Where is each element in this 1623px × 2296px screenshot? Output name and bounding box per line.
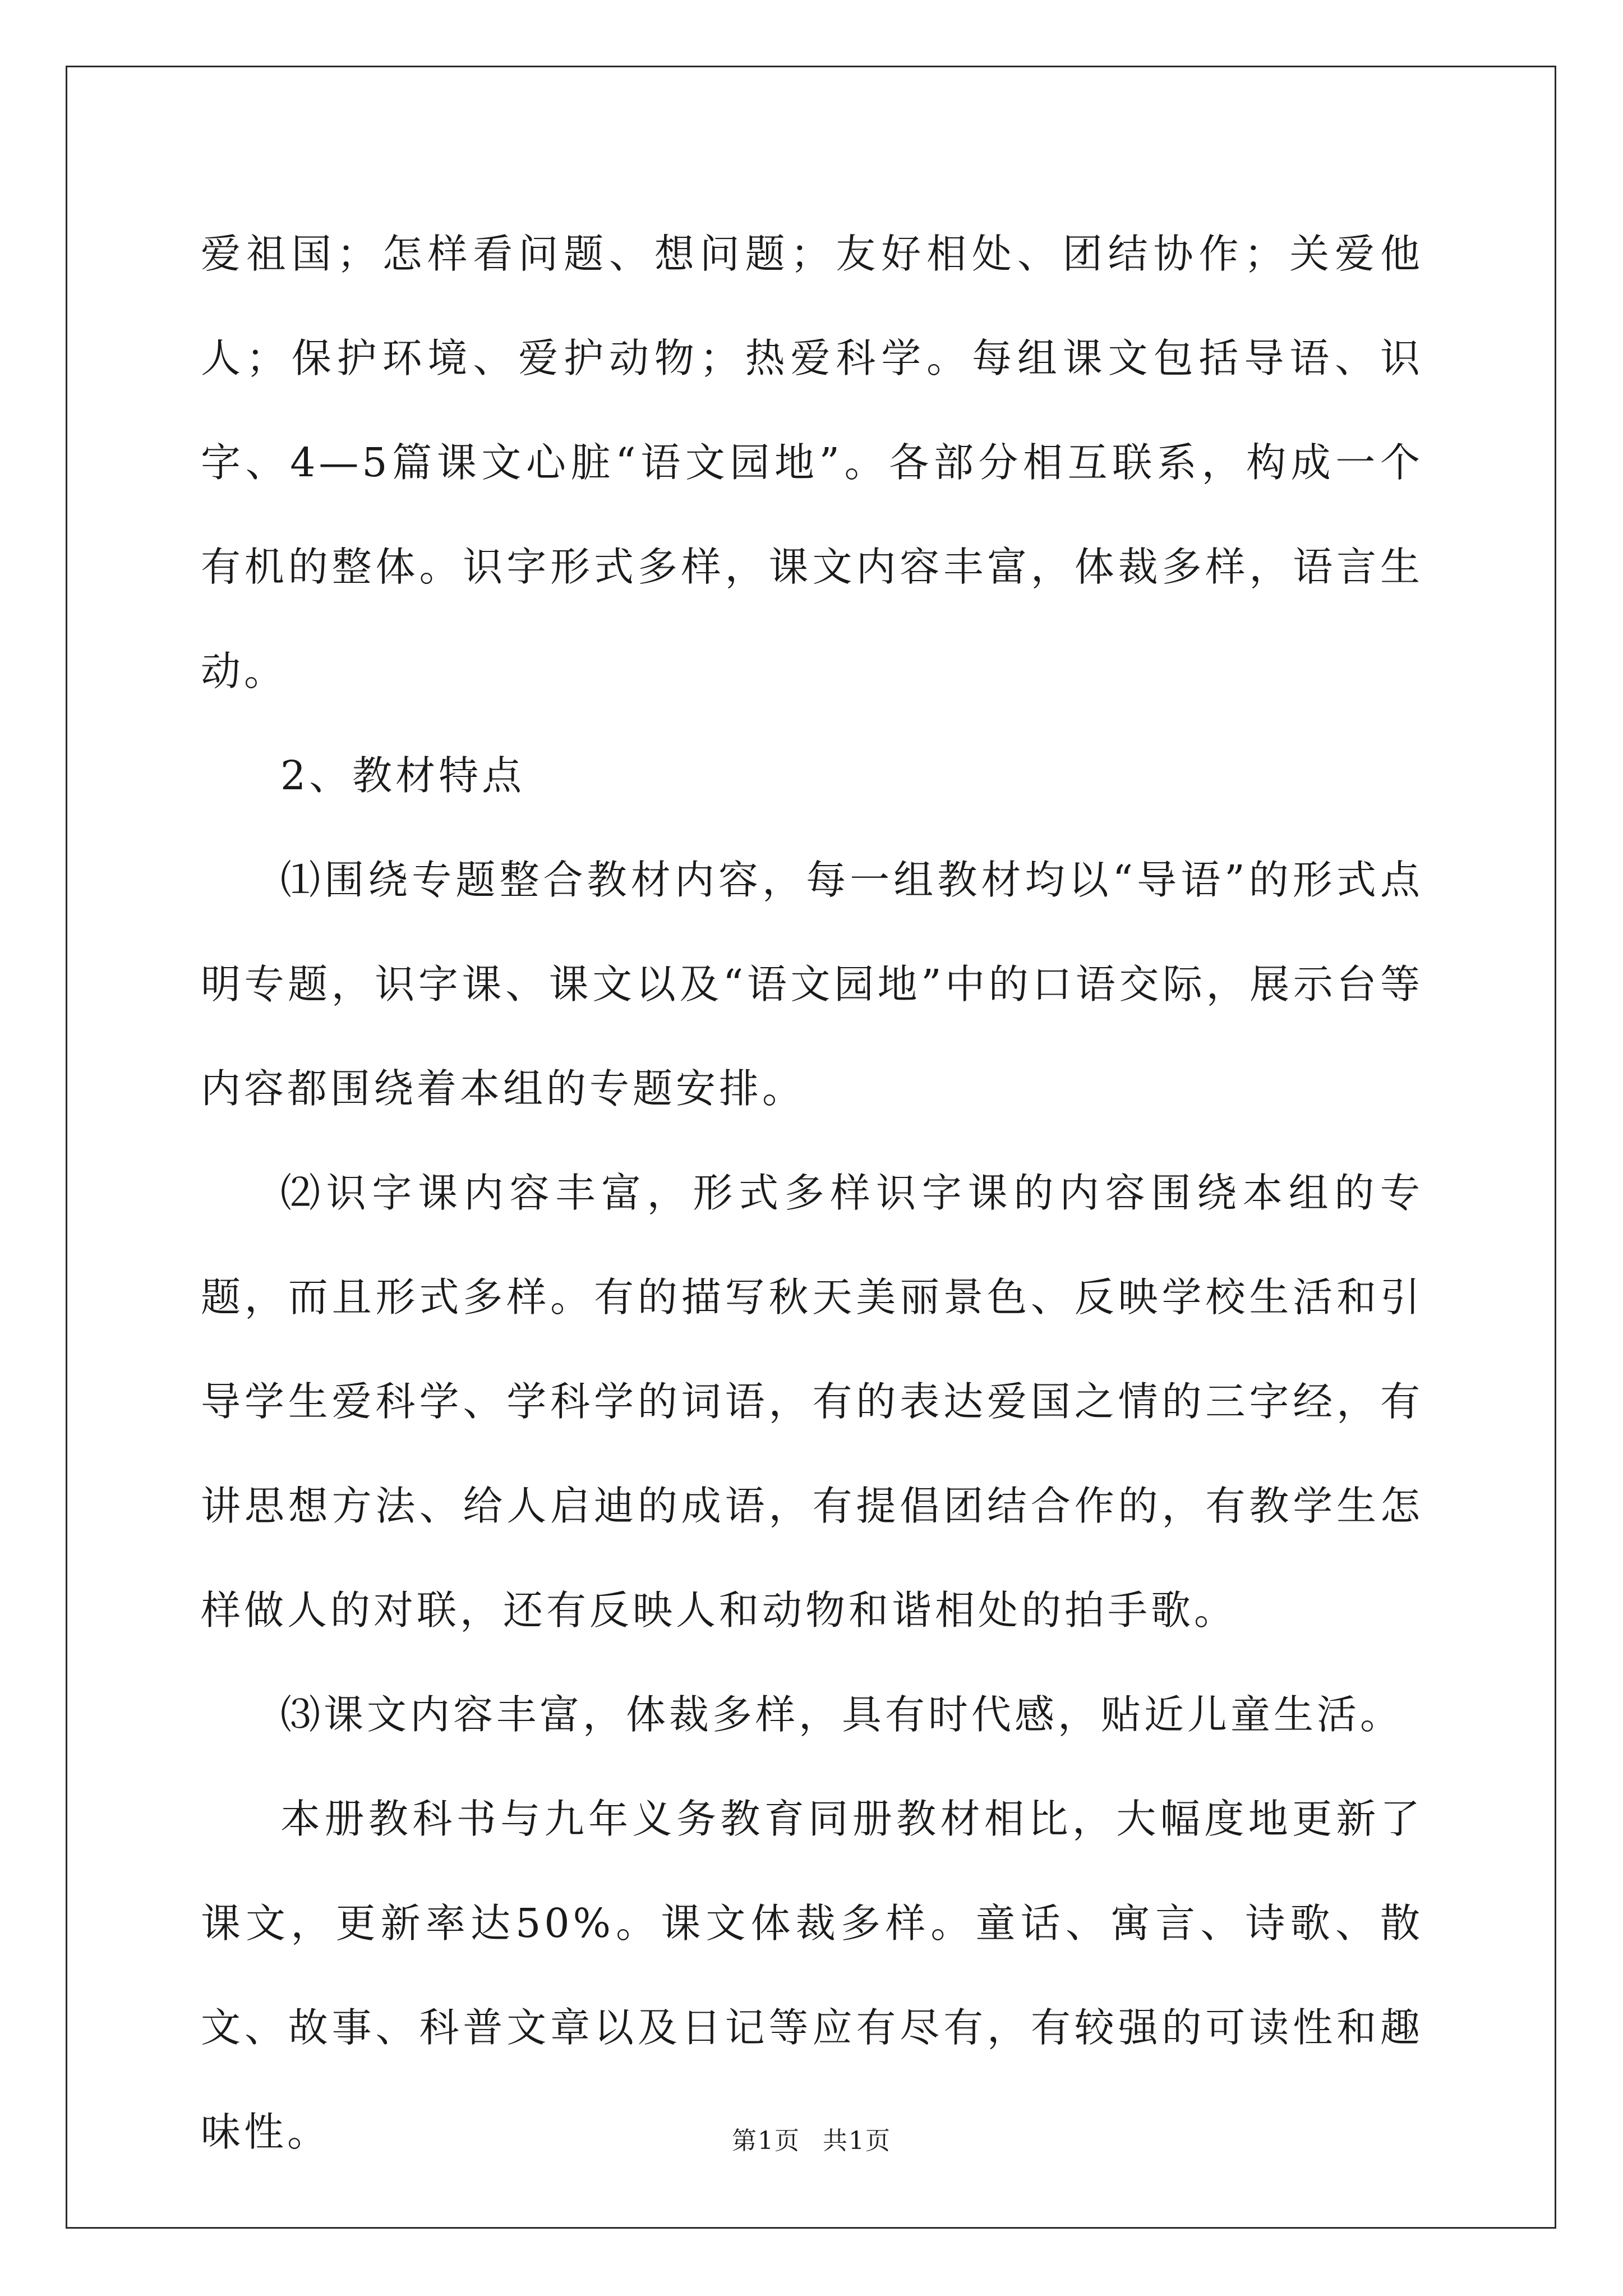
page-footer xyxy=(0,2120,1623,2156)
page-total: 共1页 xyxy=(823,2127,891,2155)
paragraph-4: ⑶课文内容丰富，体裁多样，具有时代感，贴近儿童生活。 xyxy=(280,1691,1404,1738)
page-number: 第1页 xyxy=(732,2127,800,2155)
document-body xyxy=(201,202,1423,2184)
paragraph-5: 本册教科书与九年义务教育同册教材相比，大幅度地更新了课文，更新率达50%。课文体裁多样。童话、寓言、诗歌、散文、故事、科普文章以及日记等应有尽有，有较强的可读性和趣味性。 xyxy=(201,1796,1423,2155)
paragraph-1: 爱祖国；怎样看问题、想问题；友好相处、团结协作；关爱他人；保护环境、爱护动物；热爱科学。每组课文包括导语、识字、4—5篇课文心脏“语文园地”。各部分相互联系，构成一个有机的整体。识字形式多样，课文内容丰富，体裁多样，语言生动。 xyxy=(201,231,1423,694)
paragraph-3: ⑵识字课内容丰富，形式多样识字课的内容围绕本组的专题，而且形式多样。有的描写秋天美丽景色、反映学校生活和引导学生爱科学、学科学的词语，有的表达爱国之情的三字经，有讲思想方法、给人启迪的成语，有提倡团结合作的，有教学生怎样做人的对联，还有反映人和动物和谐相处的拍手歌。 xyxy=(201,1170,1423,1634)
section-heading: 2、教材特点 xyxy=(280,752,525,799)
paragraph-2: ⑴围绕专题整合教材内容，每一组教材均以“导语”的形式点明专题，识字课、课文以及“语文园地”中的口语交际，展示台等内容都围绕着本组的专题安排。 xyxy=(201,857,1423,1112)
